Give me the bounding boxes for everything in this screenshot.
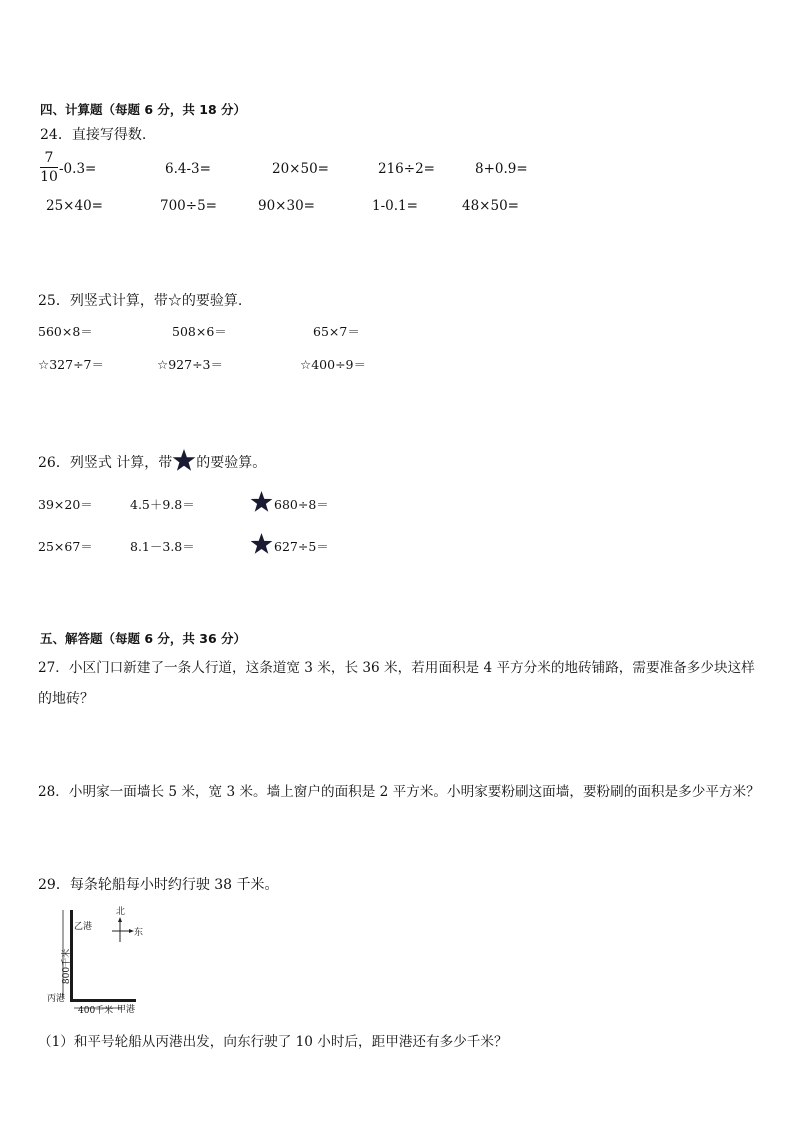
q26-item: 8.1－3.8＝ [130,539,195,554]
compass-east-label: 东 [134,928,144,938]
q26-item: 4.5＋9.8＝ [130,497,195,512]
q25-item: ☆327÷7＝ [38,357,104,372]
question-25-title: 25．列竖式计算，带☆的要验算. [38,293,243,309]
q24-item: 90×30= [258,198,315,214]
fraction-expression-tail: -0.3= [59,161,97,177]
q24-item: 25×40= [46,198,103,214]
compass-north-label: 北 [116,907,126,917]
horizontal-distance-label: 400千米 [78,1006,114,1016]
q24-item: 700÷5= [160,198,217,214]
q25-item: 560×8＝ [38,324,93,339]
q25-item: ☆927÷3＝ [157,357,223,372]
q24-item: 216÷2= [378,161,435,177]
star-icon [172,449,196,473]
question-24-title: 24．直接写得数. [40,127,147,143]
fraction-denominator: 10 [40,169,58,185]
question-27-line-2: 的地砖？ [38,691,94,707]
q26-item: 627÷5＝ [274,539,329,554]
vertical-distance-label: 800千米 [62,948,73,985]
question-28-text: 28．小明家一面墙长 5 米，宽 3 米。墙上窗户的面积是 2 平方米。小明家要粉刷这面墙，要粉刷的面积是多少平方米？ [38,784,760,800]
q24-item: 1-0.1= [372,198,418,214]
question-29-part-1: （1）和平号轮船从丙港出发，向东行驶了 10 小时后，距甲港还有多少千米？ [38,1034,508,1050]
port-yi-label: 乙港 [74,922,93,932]
q25-item: 508×6＝ [172,324,227,339]
question-26-title-start: 26．列竖式 计算，带 [38,455,173,471]
port-bing-label: 丙港 [47,994,66,1004]
q25-item: ☆400÷9＝ [300,357,366,372]
section-heading-calculation: 四、计算题（每题 6 分，共 18 分） [40,102,247,117]
q26-item: 680÷8＝ [274,497,329,512]
question-26-title [38,452,266,472]
q24-item: 6.4-3= [165,161,211,177]
q26-item: 25×67＝ [38,539,93,554]
port-jia-label: 甲港 [117,1005,136,1015]
section-heading-word-problems: 五、解答题（每题 6 分，共 36 分） [40,631,247,646]
fraction-numerator: 7 [44,150,54,166]
question-29-title: 29．每条轮船每小时约行驶 38 千米。 [38,877,279,893]
q24-item: 8+0.9= [475,161,528,177]
fraction-7-10 [40,150,58,185]
star-icon [250,491,273,514]
q24-item: 48×50= [462,198,519,214]
star-icon [250,533,273,556]
question-26-title-end: 的要验算。 [196,455,267,471]
q26-item: 39×20＝ [38,497,93,512]
question-27-line-1: 27．小区门口新建了一条人行道，这条道宽 3 米，长 36 米，若用面积是 4 平方分米的地砖铺路，需要准备多少块这样 [38,660,755,676]
north-arrow-icon [118,917,122,922]
fraction-bar [40,167,58,168]
q25-item: 65×7＝ [313,324,360,339]
q24-item: 20×50= [272,161,329,177]
